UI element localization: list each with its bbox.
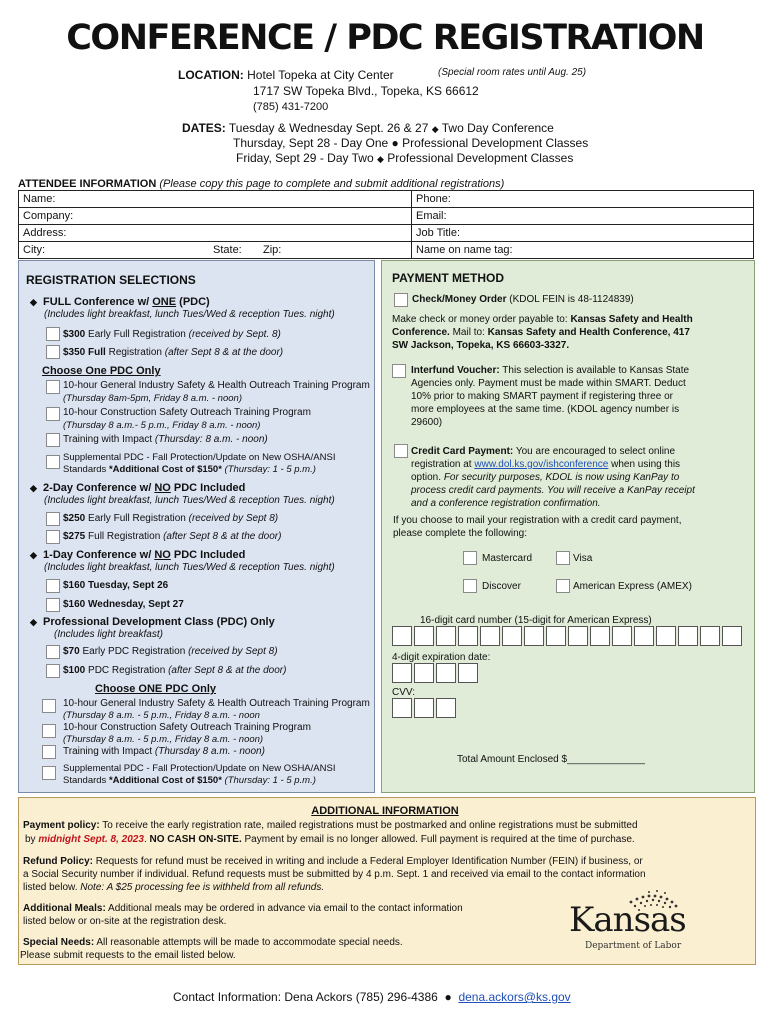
card-digit-box[interactable]	[458, 626, 478, 646]
additional-heading: ADDITIONAL INFORMATION	[311, 805, 459, 817]
refund-policy-line-2: a Social Security number if individual. Refund requests must be submitted by 4 p.m. Sept. 1 and received via email to the contact information	[23, 869, 646, 880]
mail-cc-line-2: please complete the following:	[393, 528, 527, 539]
special-needs-label: Special Needs:	[23, 937, 95, 948]
one-day-title	[30, 548, 245, 562]
contact-line	[173, 990, 571, 1005]
refund-policy-text-3: listed below.	[23, 882, 81, 893]
payment-policy-text: To receive the early registration rate, mailed registrations must be postmarked and online registrations must be submitted	[99, 820, 638, 831]
full-title-u: ONE	[152, 296, 177, 308]
card-digit-box[interactable]	[678, 626, 698, 646]
two-early-note: (received by Sept 8)	[188, 513, 279, 524]
payment-policy-label: Payment policy:	[23, 820, 100, 831]
supp2-line2	[63, 775, 316, 787]
full-conference-title	[30, 295, 210, 309]
pdc-early-checkbox[interactable]	[46, 645, 60, 659]
pdc1-general-label: 10-hour General Industry Safety & Health Outreach Training Program	[63, 380, 370, 391]
two-day-early-checkbox[interactable]	[46, 512, 60, 526]
payable-line-2	[392, 326, 690, 339]
full-title-a: FULL Conference w/	[43, 296, 153, 308]
bullet-icon: ●	[441, 990, 456, 1004]
supp2-checkbox[interactable]	[42, 766, 56, 780]
full-regular-text: Registration	[105, 347, 165, 358]
pdc1-general-checkbox[interactable]	[46, 380, 60, 394]
full-early-text: Early Full Registration	[85, 329, 189, 340]
card-digit-box[interactable]	[392, 626, 412, 646]
pdc-title-text: Professional Development Class (PDC) Only	[43, 616, 275, 628]
check-title: Check/Money Order	[412, 294, 507, 305]
pdc2-general-checkbox[interactable]	[42, 699, 56, 713]
location-address: 1717 SW Topeka Blvd., Topeka, KS 66612	[253, 84, 479, 98]
one-title-a: 1-Day Conference w/	[43, 549, 155, 561]
payable-2-text: Mail to:	[449, 327, 488, 338]
credit-card-text-2b: when using this	[608, 459, 681, 470]
supp1-standards: Standards	[63, 464, 109, 475]
pp-by: by	[25, 834, 39, 845]
card-digit-box[interactable]	[436, 626, 456, 646]
full-includes: (Includes light breakfast, lunch Tues/Wed & reception Tues. night)	[44, 309, 335, 320]
interfund-line-1	[411, 364, 689, 377]
pp-full-payment: Payment by email is no longer allowed. Full payment is required at the time of purchase.	[241, 834, 635, 845]
full-title-b: (PDC)	[176, 296, 210, 308]
full-early-label	[63, 328, 281, 341]
one-title-b: PDC Included	[170, 549, 246, 561]
two-day-title	[30, 481, 245, 495]
interfund-voucher-checkbox[interactable]	[392, 364, 406, 378]
full-regular-note: (after Sept 8 & at the door)	[164, 347, 284, 358]
credit-card-line-4: process credit card payments. You will receive a KanPay receipt	[411, 485, 695, 496]
full-early-note: (received by Sept. 8)	[188, 329, 281, 340]
pdc-only-title	[30, 615, 275, 629]
supp1-cost: *Additional Cost of $150*	[108, 464, 222, 475]
contact-email-link[interactable]: dena.ackors@ks.gov	[458, 990, 571, 1004]
card-digit-box[interactable]	[546, 626, 566, 646]
special-needs-line-2: Please submit requests to the email listed below.	[20, 950, 236, 961]
visa-label: Visa	[573, 553, 593, 564]
credit-card-line-3	[411, 471, 679, 484]
two-day-regular-checkbox[interactable]	[46, 530, 60, 544]
pp-period: .	[143, 834, 150, 845]
pdc-early-label	[63, 645, 278, 658]
logo-kansas-text: Kansas	[569, 900, 686, 940]
choose-one-pdc-heading: Choose One PDC Only	[42, 365, 161, 377]
special-needs-text: All reasonable attempts will be made to accommodate special needs.	[94, 937, 403, 948]
additional-meals-line-2: listed below or on-site at the registration desk.	[23, 916, 227, 927]
two-day-includes: (Includes light breakfast, lunch Tues/Wed & reception Tues. night)	[44, 495, 335, 506]
one-day-wednesday-checkbox[interactable]	[46, 598, 60, 612]
special-needs-line-1	[23, 936, 403, 949]
location-phone: (785) 431-7200	[253, 101, 329, 113]
location-block	[178, 68, 394, 83]
pdc1-general-time: (Thursday 8am-5pm, Friday 8 a.m. - noon)	[63, 393, 242, 404]
mastercard-checkbox[interactable]	[463, 551, 477, 565]
location-label: LOCATION:	[178, 68, 244, 82]
pdc2-impact-label	[63, 745, 265, 758]
diamond-bullet-icon: ◆	[30, 483, 37, 493]
amex-checkbox[interactable]	[556, 579, 570, 593]
pdc-early-price: $70	[63, 646, 80, 657]
refund-fee-note: Note: A $25 processing fee is withheld from all refunds.	[80, 882, 325, 893]
two-regular-note: (after Sept 8 & at the door)	[163, 531, 282, 542]
pdc-early-text: Early PDC Registration	[79, 646, 189, 657]
registration-heading: REGISTRATION SELECTIONS	[26, 273, 196, 287]
interfund-line-4: more employees at the same time. (KDOL agency number is	[411, 404, 680, 415]
payable-2-bold: Conference.	[392, 327, 450, 338]
card-digit-box[interactable]	[700, 626, 720, 646]
refund-policy-label: Refund Policy:	[23, 856, 94, 867]
pp-deadline: midnight Sept. 8, 2023	[38, 834, 144, 845]
expiration-input[interactable]	[392, 663, 480, 683]
pdc1-impact-checkbox[interactable]	[46, 433, 60, 447]
one-title-u: NO	[154, 549, 171, 561]
two-regular-text: Full Registration	[85, 531, 164, 542]
name-tag-field[interactable]: Name on name tag:	[412, 242, 754, 259]
payable-2-address: Kansas Safety and Health Conference, 417	[487, 327, 690, 338]
choose-one-pdc-heading-2: Choose ONE PDC Only	[95, 683, 217, 695]
attendee-note: (Please copy this page to complete and submit additional registrations)	[159, 178, 505, 190]
card-digit-box[interactable]	[480, 626, 500, 646]
supp1-time: (Thursday: 1 - 5 p.m.)	[221, 464, 316, 475]
credit-card-line-1	[411, 445, 675, 458]
card-digit-box[interactable]	[634, 626, 654, 646]
conference-registration-link[interactable]: www.dol.ks.gov/ishconference	[474, 459, 609, 470]
pdc1-impact-text: Training with Impact	[63, 434, 155, 445]
job-title-field[interactable]: Job Title:	[412, 225, 754, 242]
two-day-regular-label	[63, 530, 281, 543]
card-digit-box[interactable]	[524, 626, 544, 646]
card-digit-box[interactable]	[568, 626, 588, 646]
card-digit-box[interactable]	[414, 626, 434, 646]
diamond-bullet-icon: ◆	[431, 124, 439, 134]
refund-policy-line-1	[23, 855, 751, 868]
payable-1-bold: Kansas Safety and Health	[570, 314, 693, 325]
pdc1-impact-label	[63, 433, 268, 446]
pdc-regular-label	[63, 664, 286, 677]
cvv-digit-box[interactable]	[414, 698, 434, 718]
refund-policy-text-1: Requests for refund must be received in writing and include a Federal Employer Identification Number (FEIN) if business, or	[93, 856, 643, 867]
supp1-checkbox[interactable]	[46, 455, 60, 469]
address-field[interactable]: Address:	[19, 225, 412, 242]
page-title: CONFERENCE / PDC REGISTRATION	[66, 18, 704, 58]
interfund-line-3: 10% prior to making SMART payment if registering three or	[411, 391, 673, 402]
card-number-label: 16-digit card number (15-digit for American Express)	[420, 615, 652, 626]
pdc-regular-checkbox[interactable]	[46, 664, 60, 678]
zip-label: Zip:	[263, 244, 282, 256]
cvv-label: CVV:	[392, 687, 415, 698]
card-number-input[interactable]	[392, 626, 744, 646]
full-regular-checkbox[interactable]	[46, 345, 60, 359]
exp-digit-box[interactable]	[436, 663, 456, 683]
contact-text: Contact Information: Dena Ackors (785) 296-4386	[173, 990, 438, 1004]
additional-meals-text: Additional meals may be ordered in advance via email to the contact information	[105, 903, 463, 914]
full-early-price: $300	[63, 329, 86, 340]
diamond-bullet-icon: ◆	[30, 617, 37, 627]
check-money-order-label	[412, 293, 634, 306]
pp-no-cash: NO CASH ON-SITE.	[149, 834, 242, 845]
one-day-tuesday-label: $160 Tuesday, Sept 26	[63, 580, 169, 591]
cvv-digit-box[interactable]	[392, 698, 412, 718]
logo-department-text: Department of Labor	[585, 941, 682, 951]
dates-line1-a: Tuesday & Wednesday Sept. 26 & 27	[228, 121, 429, 135]
attendee-heading-line	[18, 177, 504, 191]
supp2-line1: Supplemental PDC - Fall Protection/Update on New OSHA/ANSI	[63, 763, 336, 774]
expiration-label: 4-digit expiration date:	[392, 652, 491, 663]
additional-meals-line-1	[23, 902, 543, 915]
one-day-includes: (Includes light breakfast, lunch Tues/Wed & reception Tues. night)	[44, 562, 335, 573]
payment-policy-line-2	[25, 833, 753, 846]
interfund-text-1: This selection is available to Kansas State	[499, 365, 690, 376]
pdc-early-note: (received by Sept 8)	[188, 646, 278, 657]
two-early-price: $250	[63, 513, 86, 524]
location-hotel: Hotel Topeka at City Center	[247, 68, 394, 82]
diamond-bullet-icon: ◆	[30, 297, 37, 307]
pdc2-construction-checkbox[interactable]	[42, 724, 56, 738]
state-label: State:	[213, 244, 242, 256]
interfund-line-5: 29600)	[411, 417, 443, 428]
pdc2-construction-label: 10-hour Construction Safety Outreach Training Program	[63, 722, 311, 733]
total-amount-field[interactable]: Total Amount Enclosed $______________	[457, 754, 645, 765]
cvv-input[interactable]	[392, 698, 458, 718]
interfund-line-2: Agencies only. Payment must be made within SMART. Deduct	[411, 378, 686, 389]
name-field[interactable]: Name:	[19, 191, 412, 208]
diamond-bullet-icon: ◆	[30, 550, 37, 560]
cvv-digit-box[interactable]	[436, 698, 456, 718]
mastercard-label: Mastercard	[482, 553, 533, 564]
mail-cc-line-1: If you choose to mail your registration with a credit card payment,	[393, 515, 682, 526]
amex-label: American Express (AMEX)	[573, 581, 692, 592]
discover-checkbox[interactable]	[463, 579, 477, 593]
supp2-standards: Standards	[63, 775, 109, 786]
attendee-heading: ATTENDEE INFORMATION	[18, 178, 157, 190]
payment-heading: PAYMENT METHOD	[392, 271, 505, 285]
pdc-regular-text: PDC Registration	[85, 665, 169, 676]
dates-line2-b: Professional Development Classes	[402, 136, 589, 150]
full-regular-price: $350 Full	[63, 347, 106, 358]
pdc2-impact-time: (Thursday 8 a.m. - noon)	[154, 746, 265, 757]
credit-card-line-2	[411, 458, 680, 471]
attendee-form	[18, 190, 754, 259]
pdc2-impact-checkbox[interactable]	[42, 745, 56, 759]
card-digit-box[interactable]	[656, 626, 676, 646]
payable-1-text: Make check or money order payable to:	[392, 314, 571, 325]
city-label: City:	[23, 244, 45, 256]
email-field[interactable]: Email:	[412, 208, 754, 225]
pdc1-construction-time: (Thursday 8 a.m.- 5 p.m., Friday 8 a.m. - noon)	[63, 420, 261, 431]
exp-digit-box[interactable]	[392, 663, 412, 683]
phone-field[interactable]: Phone:	[412, 191, 754, 208]
dates-line2-a: Thursday, Sept 28 - Day One	[233, 136, 389, 150]
discover-label: Discover	[482, 581, 521, 592]
supp2-cost: *Additional Cost of $150*	[108, 775, 222, 786]
visa-checkbox[interactable]	[556, 551, 570, 565]
card-digit-box[interactable]	[612, 626, 632, 646]
check-money-order-checkbox[interactable]	[394, 293, 408, 307]
supp1-line1: Supplemental PDC - Fall Protection/Update on New OSHA/ANSI	[63, 452, 336, 463]
pdc1-construction-checkbox[interactable]	[46, 407, 60, 421]
additional-meals-label: Additional Meals:	[23, 903, 106, 914]
dates-line-1	[182, 121, 554, 137]
two-title-b: PDC Included	[170, 482, 246, 494]
card-digit-box[interactable]	[502, 626, 522, 646]
dates-line-3	[236, 151, 573, 167]
credit-card-text-2: registration at	[411, 459, 475, 470]
two-day-early-label	[63, 512, 278, 525]
pdc-only-includes: (Includes light breakfast)	[54, 629, 163, 640]
pdc2-impact-text: Training with Impact	[63, 746, 155, 757]
exp-digit-box[interactable]	[458, 663, 478, 683]
card-digit-box[interactable]	[590, 626, 610, 646]
pdc-regular-note: (after Sept 8 & at the door)	[168, 665, 287, 676]
pdc1-construction-label: 10-hour Construction Safety Outreach Training Program	[63, 407, 311, 418]
supp1-line2	[63, 464, 316, 476]
card-digit-box[interactable]	[722, 626, 742, 646]
one-day-wednesday-label: $160 Wednesday, Sept 27	[63, 599, 184, 610]
pdc2-construction-time: (Thursday 8 a.m. - 5 p.m., Friday 8 a.m. - noon)	[63, 734, 264, 745]
exp-digit-box[interactable]	[414, 663, 434, 683]
two-early-text: Early Full Registration	[85, 513, 189, 524]
two-regular-price: $275	[63, 531, 86, 542]
payment-policy	[23, 819, 751, 832]
payable-line-3: SW Jackson, Topeka, KS 66603-3327.	[392, 340, 570, 351]
dates-label: DATES:	[182, 121, 226, 135]
full-early-checkbox[interactable]	[46, 327, 60, 341]
credit-card-title: Credit Card Payment:	[411, 446, 514, 457]
pdc1-impact-time: (Thursday: 8 a.m. - noon)	[154, 434, 268, 445]
dates-line3-b: Professional Development Classes	[387, 151, 574, 165]
credit-card-line-5: and a conference registration confirmation.	[411, 498, 601, 509]
city-state-zip-field[interactable]	[19, 242, 412, 259]
credit-card-checkbox[interactable]	[394, 444, 408, 458]
two-title-a: 2-Day Conference w/	[43, 482, 155, 494]
diamond-bullet-icon: ◆	[376, 154, 384, 164]
dates-line-2	[233, 136, 588, 151]
supp2-time: (Thursday: 1 - 5 p.m.)	[221, 775, 316, 786]
special-rate-note: (Special room rates until Aug. 25)	[438, 67, 587, 78]
pdc2-general-time: (Thursday 8 a.m. - 5 p.m., Friday 8 a.m. - noon	[63, 710, 260, 721]
pdc-regular-price: $100	[63, 665, 86, 676]
two-title-u: NO	[154, 482, 171, 494]
interfund-title: Interfund Voucher:	[411, 365, 500, 376]
dates-line1-b: Two Day Conference	[441, 121, 554, 135]
pdc2-general-label: 10-hour General Industry Safety & Health Outreach Training Program	[63, 698, 370, 709]
bullet-icon: ●	[391, 136, 399, 150]
check-fein: (KDOL FEIN is 48-1124839)	[506, 294, 634, 305]
payable-line-1	[392, 313, 693, 326]
one-day-tuesday-checkbox[interactable]	[46, 579, 60, 593]
credit-card-text-3: option.	[411, 472, 444, 483]
full-regular-label	[63, 346, 283, 359]
kansas-department-of-labor-logo	[565, 886, 685, 956]
dates-line3-a: Friday, Sept 29 - Day Two	[236, 151, 374, 165]
credit-card-text-3i: For security purposes, KDOL is now using KanPay to	[443, 472, 680, 483]
credit-card-text-1: You are encouraged to select online	[513, 446, 676, 457]
company-field[interactable]: Company:	[19, 208, 412, 225]
